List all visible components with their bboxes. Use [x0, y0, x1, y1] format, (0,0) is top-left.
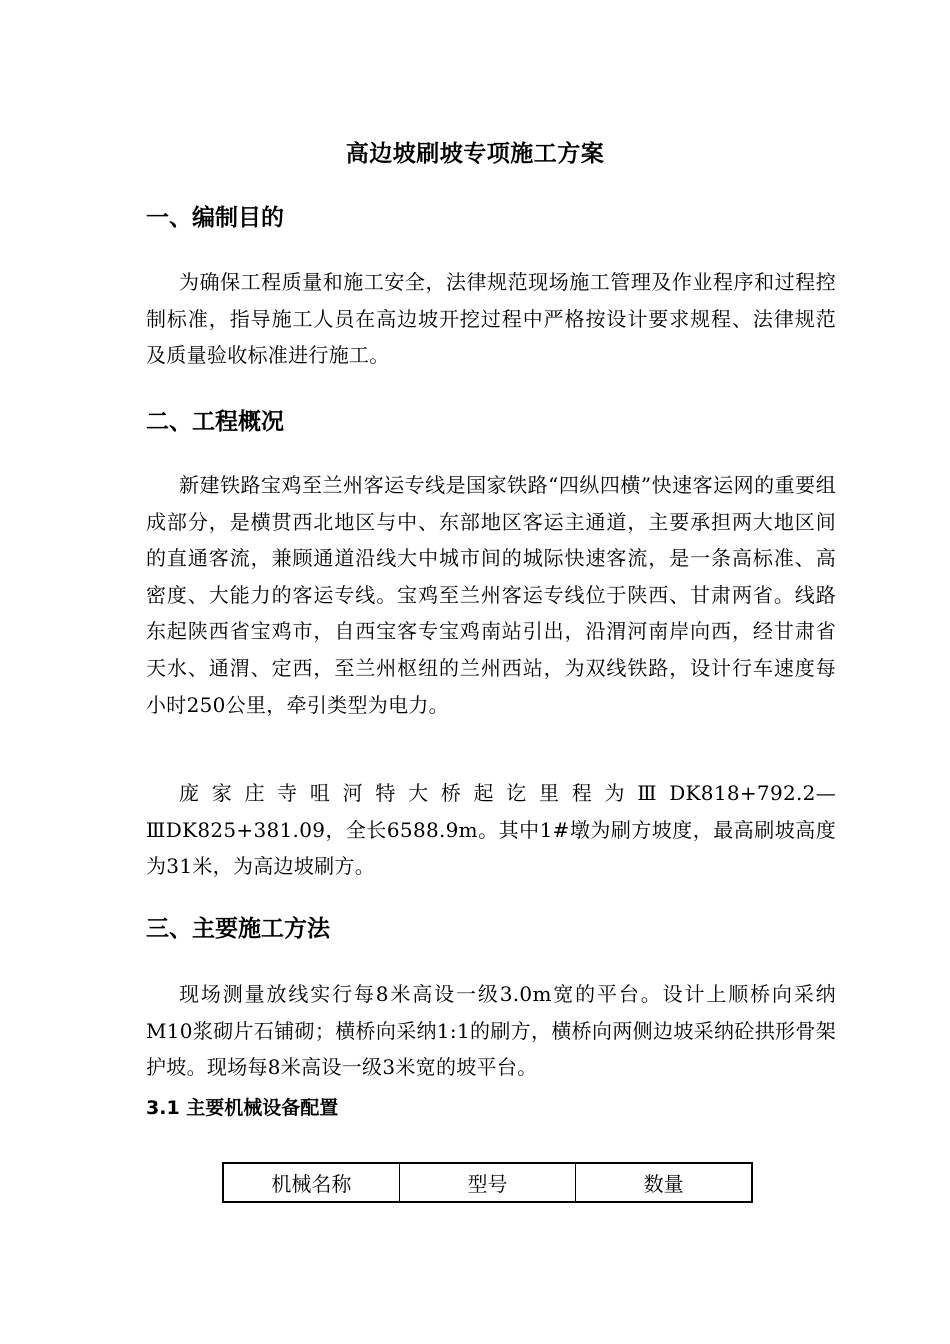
- document-title: 高边坡刷坡专项施工方案: [345, 140, 605, 167]
- table-header-quantity: 数量: [576, 1163, 752, 1202]
- table-header-name: 机械名称: [223, 1163, 399, 1202]
- paragraph-methods: 现场测量放线实行每8米高设一级3.0m宽的平台。设计上顺桥向采纳M10浆砌片石铺砌；横桥向采纳1:1的刷方，横桥向两侧边坡采纳砼拱形骨架护坡。现场每8米高设一级3米宽的坡平台。: [146, 982, 836, 1080]
- equipment-table: [222, 1162, 753, 1203]
- table-header-model: 型号: [399, 1163, 575, 1202]
- table-header-row: [223, 1163, 752, 1202]
- paragraph-overview-bridge: 庞家庄寺咀河特大桥起讫里程为ⅢDK818+792.2—ⅢDK825+381.09，全长6588.9m。其中1#墩为刷方坡度，最高刷坡高度为31米，为高边坡刷方。: [146, 781, 836, 879]
- paragraph-overview-intro: 新建铁路宝鸡至兰州客运专线是国家铁路“四纵四横”快速客运网的重要组成部分，是横贯西北地区与中、东部地区客运主通道，主要承担两大地区间的直通客流，兼顾通道沿线大中城市间的城际快速客流，是一条高标准、高密度、大能力的客运专线。宝鸡至兰州客运专线位于陕西、甘肃两省。线路东起陕西省宝鸡市，自西宝客专宝鸡南站引出，沿渭河南岸向西，经甘肃省天水、通渭、定西，至兰州枢纽的兰州西站，为双线铁路，设计行车速度每小时250公里，牵引类型为电力。: [146, 473, 836, 717]
- section-heading-methods: 三、主要施工方法: [146, 916, 330, 942]
- paragraph-purpose: 为确保工程质量和施工安全，法律规范现场施工管理及作业程序和过程控制标准，指导施工人员在高边坡开挖过程中严格按设计要求规程、法律规范及质量验收标准进行施工。: [146, 270, 836, 368]
- section-heading-overview: 二、工程概况: [146, 409, 284, 435]
- section-heading-purpose: 一、编制目的: [146, 205, 284, 231]
- subsection-heading-equipment: 3.1 主要机械设备配置: [146, 1097, 339, 1119]
